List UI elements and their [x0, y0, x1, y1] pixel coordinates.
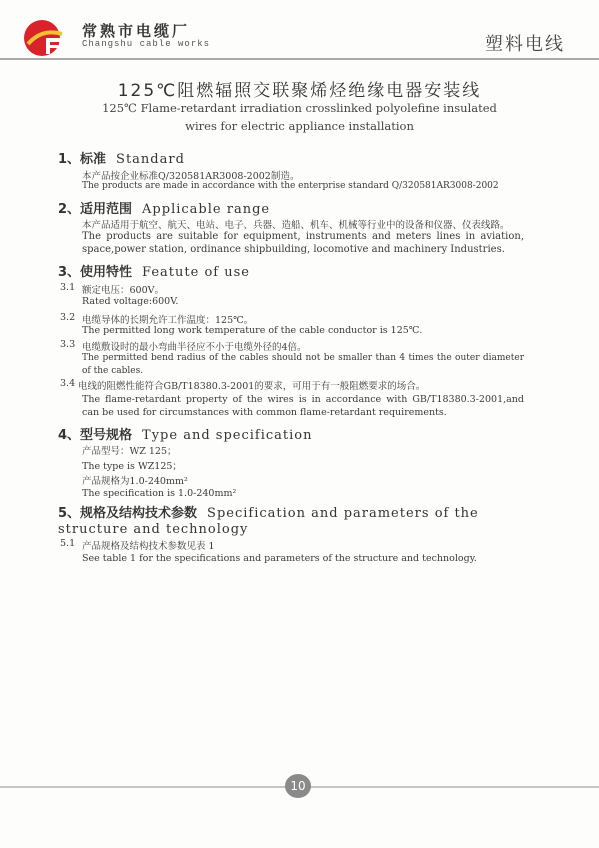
product-title-en-line1: 125℃ Flame-retardant irradiation crosslinked polyolefine insulated [102, 101, 497, 115]
page-footer [0, 770, 599, 800]
section-5-heading-cn: 5、规格及结构技术参数 [58, 506, 198, 521]
spec-en: The specification is 1.0-240mm² [82, 488, 237, 499]
brand-name-en: Changshu cable works [82, 39, 211, 49]
section-3-heading-en: Featute of use [142, 265, 250, 280]
type-en: The type is WZ125； [82, 461, 182, 472]
section-1-heading-cn: 1、标准 [58, 152, 107, 167]
logo-icon [22, 18, 68, 58]
spec-cn: 产品规格为1.0-240mm² [82, 476, 188, 487]
item-3-2-cn: 电缆导体的长期允许工作温度：125℃。 [82, 315, 254, 326]
section-1-text-cn: 本产品按企业标准Q/320581AR3008-2002制造。 [82, 171, 300, 182]
section-3-heading-cn: 3、使用特性 [58, 265, 133, 280]
page-number: 10 [285, 774, 311, 798]
item-3-4-en: The flame-retardant property of the wires is in accordance with GB/T18380.3-2001,and can be used for circumstances with common flame-retardant requirements. [82, 394, 524, 418]
section-4-heading-en: Type and specification [142, 428, 313, 443]
section-2-heading [58, 198, 270, 217]
section-3-heading [58, 261, 250, 280]
item-3-4-cn: 电线的阻燃性能符合GB/T18380.3-2001的要求，可用于有一般阻燃要求的场合。 [78, 381, 426, 392]
section-2-heading-en: Applicable range [142, 202, 271, 217]
item-3-3-en: The permitted bend radius of the cables should not be smaller than 4 times the outer diameter of the cables. [82, 353, 524, 376]
page-header [0, 0, 599, 60]
item-3-1-en: Rated voltage:600V. [82, 296, 179, 307]
item-5-1-cn: 产品规格及结构技术参数见表 1 [82, 541, 215, 552]
brand-name-cn: 常熟市电缆厂 [82, 22, 191, 40]
item-3-2-en: The permitted long work temperature of the cable conductor is 125℃. [82, 325, 423, 336]
type-cn: 产品型号：WZ 125； [82, 446, 177, 457]
item-3-1-number: 3.1 [60, 282, 76, 293]
item-5-1-number: 5.1 [60, 538, 76, 549]
section-4-heading-cn: 4、型号规格 [58, 428, 133, 443]
product-title-en [40, 99, 559, 135]
section-1-heading-en: Standard [116, 152, 185, 167]
product-title-cn: 125℃阻燃辐照交联聚烯烃绝缘电器安装线 [117, 81, 482, 101]
item-3-4-number: 3.4 [60, 378, 76, 389]
item-3-1-cn: 额定电压：600V。 [82, 285, 164, 296]
item-3-2-number: 3.2 [60, 312, 76, 323]
section-2-text-cn: 本产品适用于航空、航天、电站、电子、兵器、造船、机车、机械等行业中的设备和仪器、仪表线路。 [82, 220, 510, 231]
category-title: 塑料电线 [485, 34, 565, 55]
section-5-heading-en: Specification and parameters of the structure and technology [58, 506, 479, 537]
header-divider [0, 58, 599, 60]
item-3-3-cn: 电缆敷设时的最小弯曲半径应不小于电缆外径的4倍。 [82, 342, 307, 353]
item-5-1-en: See table 1 for the specifications and parameters of the structure and technology. [82, 553, 477, 564]
product-title-en-line2: wires for electric appliance installation [185, 119, 414, 133]
section-1-heading [58, 148, 185, 167]
section-5-heading [58, 506, 528, 538]
section-2-heading-cn: 2、适用范围 [58, 202, 133, 217]
section-4-heading [58, 424, 313, 443]
section-2-text-en: The products are suitable for equipment, instruments and meters lines in aviation, space,power station, ordinance shipbuilding, locomotive and machinery Industries. [82, 231, 524, 255]
item-3-3-number: 3.3 [60, 339, 76, 350]
section-1-text-en: The products are made in accordance with the enterprise standard Q/320581AR3008-2002 [82, 181, 499, 191]
